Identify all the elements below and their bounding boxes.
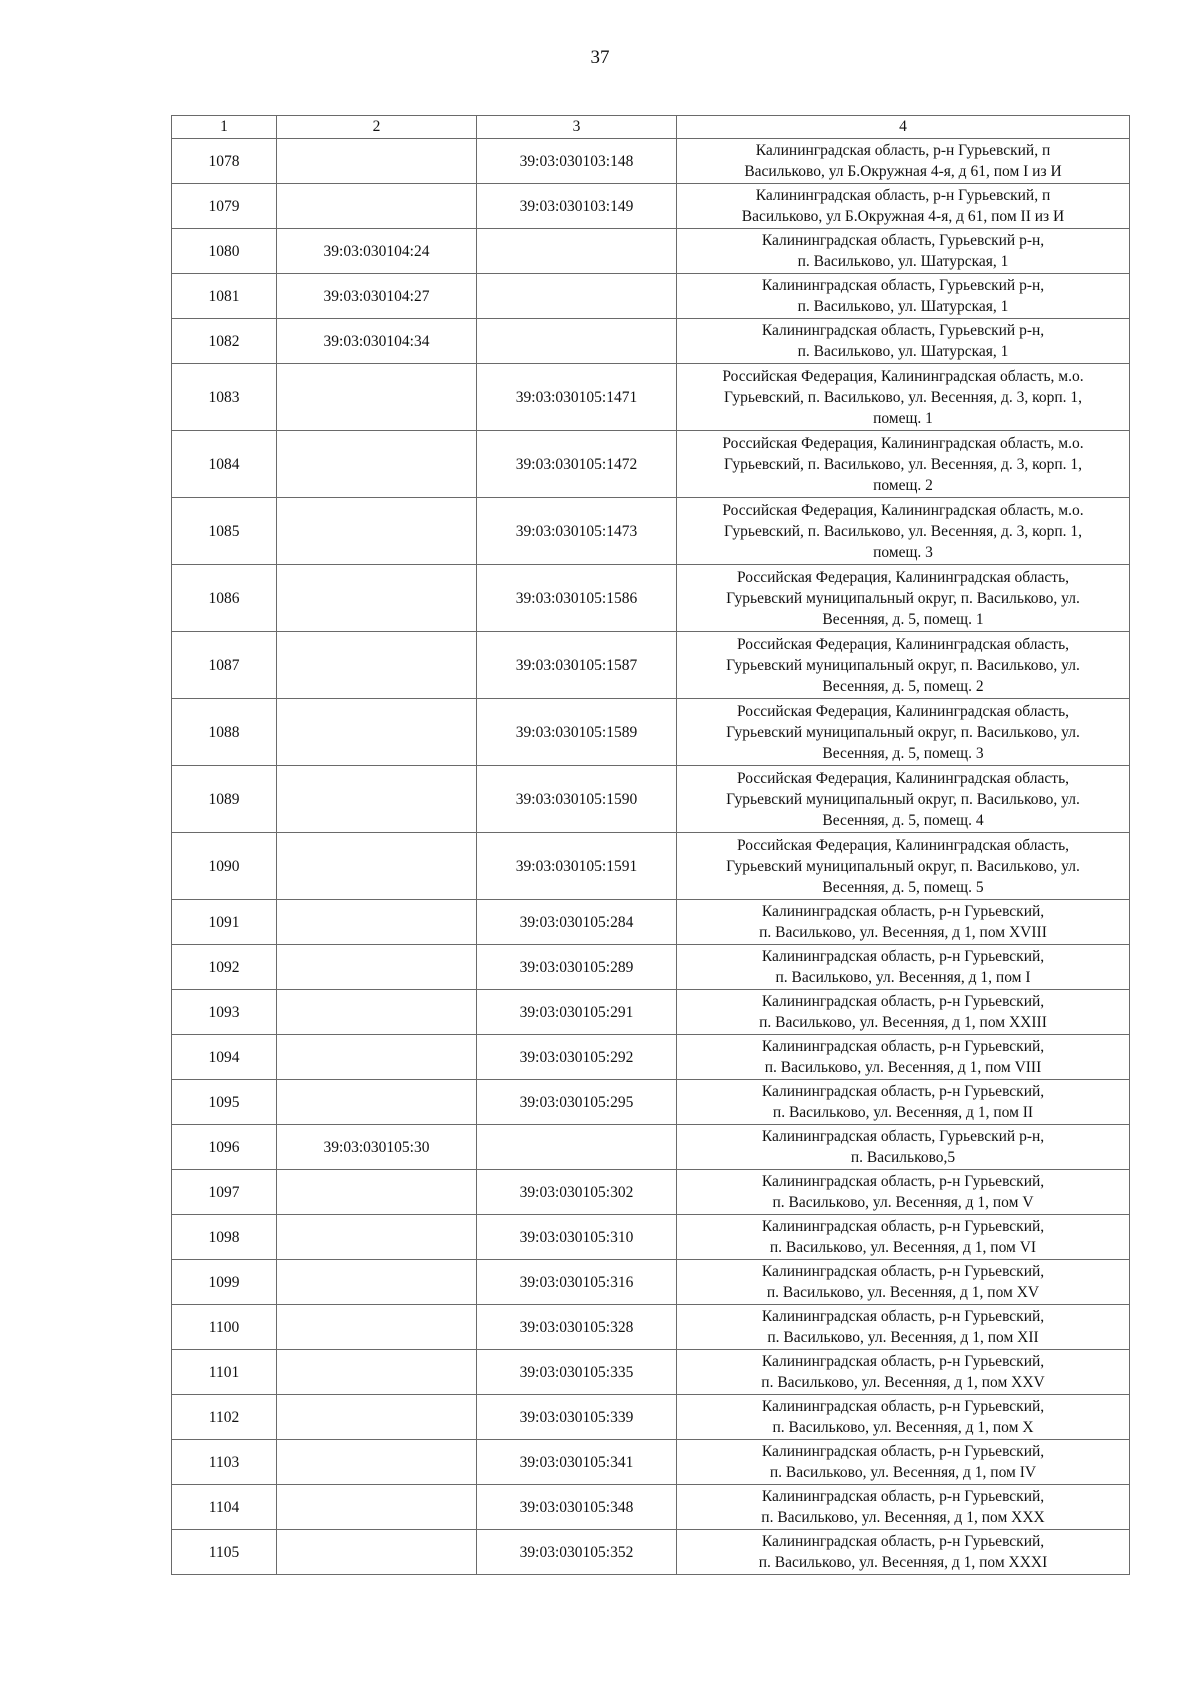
cadastral-number-land-cell xyxy=(277,945,477,990)
cadastral-number-premises-cell: 39:03:030103:149 xyxy=(477,184,677,229)
address-cell xyxy=(677,1035,1130,1080)
table-row xyxy=(172,1305,1130,1350)
row-number-cell: 1099 xyxy=(172,1260,277,1305)
row-number-cell: 1085 xyxy=(172,498,277,565)
cadastral-number-land-cell xyxy=(277,1170,477,1215)
table-row xyxy=(172,1080,1130,1125)
address-line: Российская Федерация, Калининградская область, xyxy=(736,702,1070,720)
row-number-cell: 1088 xyxy=(172,699,277,766)
address-line: п. Васильково, ул. Весенняя, д 1, пом XXIII xyxy=(759,1014,1047,1031)
address-line: п. Васильково, ул. Весенняя, д 1, пом XVIII xyxy=(759,924,1047,941)
table-row xyxy=(172,1170,1130,1215)
address-line: п. Васильково, ул. Весенняя, д 1, пом XII xyxy=(767,1329,1039,1346)
address-line: Калининградская область, р-н Гурьевский, xyxy=(761,1533,1045,1550)
address-line: Калининградская область, р-н Гурьевский, xyxy=(761,1353,1045,1370)
table-row xyxy=(172,1395,1130,1440)
address-cell xyxy=(677,1080,1130,1125)
table-row xyxy=(172,364,1130,431)
table-row xyxy=(172,1215,1130,1260)
row-number-cell: 1096 xyxy=(172,1125,277,1170)
cadastral-number-premises-cell: 39:03:030105:1590 xyxy=(477,766,677,833)
row-number-cell: 1090 xyxy=(172,833,277,900)
cadastral-number-land-cell xyxy=(277,1440,477,1485)
address-cell xyxy=(677,319,1130,364)
address-cell xyxy=(677,833,1130,900)
address-line: п. Васильково, ул. Весенняя, д 1, пом II xyxy=(772,1104,1034,1121)
cadastral-number-premises-cell: 39:03:030105:302 xyxy=(477,1170,677,1215)
row-number-cell: 1105 xyxy=(172,1530,277,1575)
address-cell xyxy=(677,1215,1130,1260)
address-line: Калининградская область, Гурьевский р-н, xyxy=(761,277,1045,294)
address-cell xyxy=(677,1260,1130,1305)
address-line: Гурьевский муниципальный округ, п. Васильково, ул. xyxy=(726,857,1080,875)
cadastral-number-premises-cell: 39:03:030105:292 xyxy=(477,1035,677,1080)
header-row xyxy=(172,116,1130,139)
cadastral-number-premises-cell: 39:03:030105:341 xyxy=(477,1440,677,1485)
address-cell xyxy=(677,184,1130,229)
address-line: Весенняя, д. 5, помещ. 3 xyxy=(822,744,984,762)
cadastral-number-premises-cell: 39:03:030105:1586 xyxy=(477,565,677,632)
cadastral-number-premises-cell: 39:03:030105:295 xyxy=(477,1080,677,1125)
address-cell xyxy=(677,1440,1130,1485)
address-line: Гурьевский, п. Васильково, ул. Весенняя, д. 3, корп. 1, xyxy=(724,455,1082,473)
address-line: п. Васильково, ул. Шатурская, 1 xyxy=(797,253,1009,270)
table-row xyxy=(172,1035,1130,1080)
cadastral-number-premises-cell: 39:03:030105:348 xyxy=(477,1485,677,1530)
address-line: Калининградская область, р-н Гурьевский, xyxy=(761,1398,1045,1415)
address-line: Российская Федерация, Калининградская область, xyxy=(736,836,1070,854)
cadastral-number-premises-cell xyxy=(477,229,677,274)
cadastral-number-land-cell xyxy=(277,1215,477,1260)
column-header: 3 xyxy=(477,116,677,139)
row-number-cell: 1094 xyxy=(172,1035,277,1080)
cadastral-number-land-cell xyxy=(277,1080,477,1125)
row-number-cell: 1081 xyxy=(172,274,277,319)
cadastral-number-premises-cell: 39:03:030105:1591 xyxy=(477,833,677,900)
address-line: п. Васильково, ул. Весенняя, д 1, пом XXXI xyxy=(758,1554,1048,1571)
row-number-cell: 1097 xyxy=(172,1170,277,1215)
table-row xyxy=(172,1125,1130,1170)
cadastral-number-land-cell xyxy=(277,364,477,431)
table-row xyxy=(172,699,1130,766)
cadastral-number-land-cell: 39:03:030105:30 xyxy=(277,1125,477,1170)
address-cell xyxy=(677,1395,1130,1440)
address-line: Гурьевский муниципальный округ, п. Васильково, ул. xyxy=(726,723,1080,741)
registry-table xyxy=(171,115,1130,1575)
row-number-cell: 1091 xyxy=(172,900,277,945)
address-line: п. Васильково, ул. Весенняя, д 1, пом XXV xyxy=(761,1374,1045,1391)
row-number-cell: 1079 xyxy=(172,184,277,229)
address-line: Гурьевский, п. Васильково, ул. Весенняя, д. 3, корп. 1, xyxy=(724,522,1082,540)
address-line: Калининградская область, р-н Гурьевский, xyxy=(761,1038,1045,1055)
address-line: Гурьевский, п. Васильково, ул. Весенняя, д. 3, корп. 1, xyxy=(724,388,1082,406)
table-row xyxy=(172,431,1130,498)
address-cell xyxy=(677,139,1130,184)
cadastral-number-premises-cell: 39:03:030105:289 xyxy=(477,945,677,990)
address-line: Российская Федерация, Калининградская область, xyxy=(736,769,1070,787)
row-number-cell: 1095 xyxy=(172,1080,277,1125)
cadastral-number-land-cell xyxy=(277,990,477,1035)
address-line: Калининградская область, р-н Гурьевский, xyxy=(761,1308,1045,1325)
cadastral-number-premises-cell: 39:03:030105:328 xyxy=(477,1305,677,1350)
table-row xyxy=(172,900,1130,945)
cadastral-number-land-cell: 39:03:030104:27 xyxy=(277,274,477,319)
address-line: п. Васильково,5 xyxy=(850,1149,956,1166)
cadastral-number-land-cell xyxy=(277,565,477,632)
address-line: Российская Федерация, Калининградская область, xyxy=(736,568,1070,586)
cadastral-number-premises-cell: 39:03:030105:1587 xyxy=(477,632,677,699)
address-line: Российская Федерация, Калининградская область, м.о. xyxy=(722,367,1084,385)
column-header: 2 xyxy=(277,116,477,139)
cadastral-number-premises-cell xyxy=(477,1125,677,1170)
cadastral-number-land-cell xyxy=(277,431,477,498)
table-row xyxy=(172,990,1130,1035)
row-number-cell: 1080 xyxy=(172,229,277,274)
address-cell xyxy=(677,1350,1130,1395)
address-line: Калининградская область, р-н Гурьевский, xyxy=(761,1083,1045,1100)
address-line: Гурьевский муниципальный округ, п. Васильково, ул. xyxy=(726,656,1080,674)
address-line: Калининградская область, р-н Гурьевский, п xyxy=(755,142,1051,159)
row-number-cell: 1087 xyxy=(172,632,277,699)
table-row xyxy=(172,1530,1130,1575)
address-line: п. Васильково, ул. Шатурская, 1 xyxy=(797,298,1009,315)
address-line: Калининградская область, р-н Гурьевский, xyxy=(761,948,1045,965)
cadastral-number-premises-cell: 39:03:030105:335 xyxy=(477,1350,677,1395)
address-cell xyxy=(677,1485,1130,1530)
address-cell xyxy=(677,900,1130,945)
address-line: п. Васильково, ул. Весенняя, д 1, пом VI xyxy=(769,1239,1037,1256)
cadastral-number-premises-cell: 39:03:030105:316 xyxy=(477,1260,677,1305)
address-cell xyxy=(677,229,1130,274)
page-number: 37 xyxy=(590,47,610,68)
address-line: п. Васильково, ул. Весенняя, д 1, пом I xyxy=(775,969,1031,986)
address-line: Калининградская область, Гурьевский р-н, xyxy=(761,322,1045,339)
address-line: Российская Федерация, Калининградская область, xyxy=(736,635,1070,653)
address-line: Весенняя, д. 5, помещ. 4 xyxy=(822,811,984,829)
address-cell xyxy=(677,565,1130,632)
address-line: Калининградская область, р-н Гурьевский, п xyxy=(755,187,1051,204)
table-row xyxy=(172,319,1130,364)
cadastral-number-land-cell: 39:03:030104:24 xyxy=(277,229,477,274)
cadastral-number-premises-cell: 39:03:030105:1471 xyxy=(477,364,677,431)
cadastral-number-land-cell xyxy=(277,1350,477,1395)
address-cell xyxy=(677,1305,1130,1350)
row-number-cell: 1086 xyxy=(172,565,277,632)
cadastral-number-land-cell: 39:03:030104:34 xyxy=(277,319,477,364)
table-row xyxy=(172,229,1130,274)
address-line: п. Васильково, ул. Весенняя, д 1, пом XV xyxy=(766,1284,1040,1301)
table-body xyxy=(172,139,1130,1575)
address-line: Гурьевский муниципальный округ, п. Васильково, ул. xyxy=(726,589,1080,607)
address-line: Калининградская область, Гурьевский р-н, xyxy=(761,1128,1045,1145)
address-line: п. Васильково, ул. Весенняя, д 1, пом XXX xyxy=(761,1509,1045,1526)
address-line: Калининградская область, р-н Гурьевский, xyxy=(761,1443,1045,1460)
table-row xyxy=(172,184,1130,229)
address-line: п. Васильково, ул. Весенняя, д 1, пом X xyxy=(772,1419,1034,1436)
cadastral-number-land-cell xyxy=(277,1305,477,1350)
address-line: п. Васильково, ул. Шатурская, 1 xyxy=(797,343,1009,360)
row-number-cell: 1092 xyxy=(172,945,277,990)
address-line: Калининградская область, Гурьевский р-н, xyxy=(761,232,1045,249)
table-row xyxy=(172,565,1130,632)
cadastral-number-premises-cell: 39:03:030105:1589 xyxy=(477,699,677,766)
row-number-cell: 1101 xyxy=(172,1350,277,1395)
cadastral-number-land-cell xyxy=(277,139,477,184)
cadastral-number-premises-cell xyxy=(477,319,677,364)
address-line: Калининградская область, р-н Гурьевский, xyxy=(761,1488,1045,1505)
cadastral-number-land-cell xyxy=(277,1260,477,1305)
address-line: помещ. 1 xyxy=(873,409,933,427)
cadastral-number-land-cell xyxy=(277,833,477,900)
table-row xyxy=(172,1440,1130,1485)
cadastral-number-land-cell xyxy=(277,1035,477,1080)
cadastral-number-premises-cell: 39:03:030105:310 xyxy=(477,1215,677,1260)
address-line: Васильково, ул Б.Окружная 4-я, д 61, пом II из И xyxy=(741,208,1065,225)
cadastral-number-land-cell xyxy=(277,699,477,766)
address-line: помещ. 3 xyxy=(873,543,933,561)
table-row xyxy=(172,139,1130,184)
address-line: Калининградская область, р-н Гурьевский, xyxy=(761,1263,1045,1280)
cadastral-number-land-cell xyxy=(277,1530,477,1575)
cadastral-number-premises-cell: 39:03:030105:1473 xyxy=(477,498,677,565)
address-line: Калининградская область, р-н Гурьевский, xyxy=(761,1173,1045,1190)
address-cell xyxy=(677,364,1130,431)
table-row xyxy=(172,632,1130,699)
column-header: 4 xyxy=(677,116,1130,139)
address-cell xyxy=(677,945,1130,990)
address-cell xyxy=(677,1530,1130,1575)
cadastral-number-land-cell xyxy=(277,1395,477,1440)
table-row xyxy=(172,1260,1130,1305)
row-number-cell: 1078 xyxy=(172,139,277,184)
cadastral-number-land-cell xyxy=(277,766,477,833)
address-line: Весенняя, д. 5, помещ. 2 xyxy=(822,677,984,695)
row-number-cell: 1093 xyxy=(172,990,277,1035)
address-cell xyxy=(677,632,1130,699)
row-number-cell: 1084 xyxy=(172,431,277,498)
row-number-cell: 1082 xyxy=(172,319,277,364)
address-line: Российская Федерация, Калининградская область, м.о. xyxy=(722,434,1084,452)
address-line: Российская Федерация, Калининградская область, м.о. xyxy=(722,501,1084,519)
cadastral-number-premises-cell: 39:03:030105:291 xyxy=(477,990,677,1035)
address-line: Калининградская область, р-н Гурьевский, xyxy=(761,1218,1045,1235)
address-line: Весенняя, д. 5, помещ. 5 xyxy=(822,878,984,896)
row-number-cell: 1089 xyxy=(172,766,277,833)
row-number-cell: 1100 xyxy=(172,1305,277,1350)
row-number-cell: 1104 xyxy=(172,1485,277,1530)
cadastral-number-land-cell xyxy=(277,184,477,229)
address-cell xyxy=(677,431,1130,498)
cadastral-number-land-cell xyxy=(277,900,477,945)
address-cell xyxy=(677,699,1130,766)
address-line: помещ. 2 xyxy=(873,476,933,494)
table-row xyxy=(172,945,1130,990)
row-number-cell: 1083 xyxy=(172,364,277,431)
cadastral-number-premises-cell: 39:03:030105:1472 xyxy=(477,431,677,498)
cadastral-number-premises-cell: 39:03:030105:284 xyxy=(477,900,677,945)
address-line: п. Васильково, ул. Весенняя, д 1, пом VIII xyxy=(764,1059,1042,1076)
address-cell xyxy=(677,766,1130,833)
address-cell xyxy=(677,498,1130,565)
cadastral-number-land-cell xyxy=(277,1485,477,1530)
table-row xyxy=(172,498,1130,565)
table-row xyxy=(172,274,1130,319)
row-number-cell: 1102 xyxy=(172,1395,277,1440)
table-row xyxy=(172,1350,1130,1395)
address-line: Калининградская область, р-н Гурьевский, xyxy=(761,903,1045,920)
address-cell xyxy=(677,990,1130,1035)
address-line: Весенняя, д. 5, помещ. 1 xyxy=(822,610,984,628)
address-line: Гурьевский муниципальный округ, п. Васильково, ул. xyxy=(726,790,1080,808)
address-cell xyxy=(677,274,1130,319)
cadastral-number-premises-cell: 39:03:030105:352 xyxy=(477,1530,677,1575)
cadastral-number-premises-cell xyxy=(477,274,677,319)
address-line: Калининградская область, р-н Гурьевский, xyxy=(761,993,1045,1010)
cadastral-number-land-cell xyxy=(277,632,477,699)
address-cell xyxy=(677,1170,1130,1215)
row-number-cell: 1103 xyxy=(172,1440,277,1485)
table-row xyxy=(172,833,1130,900)
table-header xyxy=(172,116,1130,139)
column-header: 1 xyxy=(172,116,277,139)
cadastral-number-premises-cell: 39:03:030105:339 xyxy=(477,1395,677,1440)
table-row xyxy=(172,1485,1130,1530)
address-line: п. Васильково, ул. Весенняя, д 1, пом IV xyxy=(769,1464,1037,1481)
row-number-cell: 1098 xyxy=(172,1215,277,1260)
cadastral-number-premises-cell: 39:03:030103:148 xyxy=(477,139,677,184)
address-cell xyxy=(677,1125,1130,1170)
address-line: Васильково, ул Б.Окружная 4-я, д 61, пом I из И xyxy=(744,163,1062,180)
cadastral-number-land-cell xyxy=(277,498,477,565)
table-row xyxy=(172,766,1130,833)
address-line: п. Васильково, ул. Весенняя, д 1, пом V xyxy=(772,1194,1034,1211)
